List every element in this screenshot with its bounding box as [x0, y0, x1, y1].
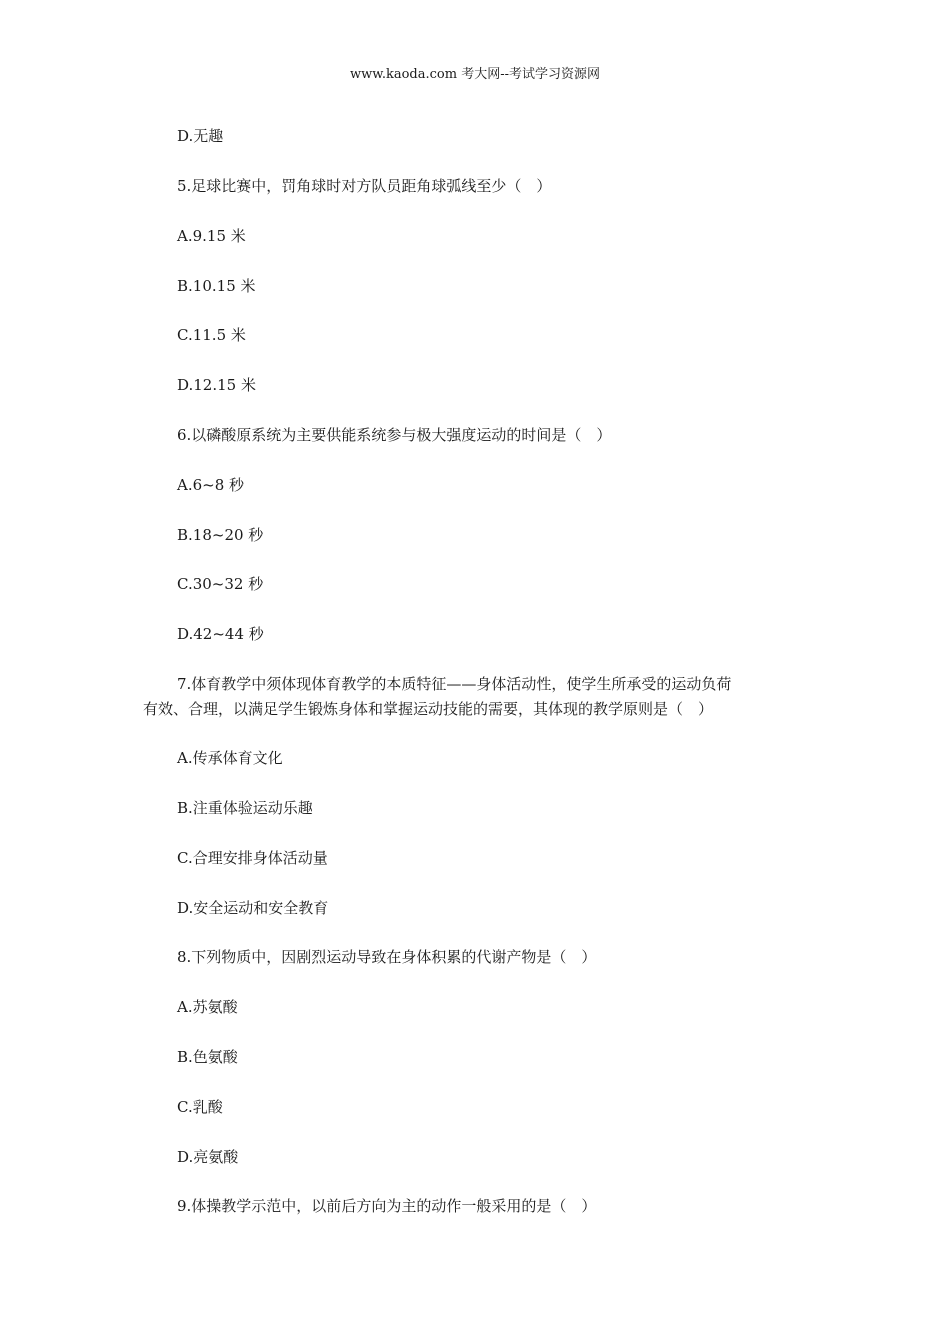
option-line: C.30~32 秒	[177, 575, 264, 593]
question-line: 5.足球比赛中，罚角球时对方队员距角球弧线至少（ ）	[177, 177, 552, 195]
option-line: D.亮氨酸	[177, 1148, 239, 1166]
question-line: 7.体育教学中须体现体育教学的本质特征——身体活动性，使学生所承受的运动负荷	[177, 675, 732, 693]
option-line: C.乳酸	[177, 1098, 223, 1116]
option-line: D.42~44 秒	[177, 625, 264, 643]
question-line: 8.下列物质中，因剧烈运动导致在身体积累的代谢产物是（ ）	[177, 948, 597, 966]
option-line: D.安全运动和安全教育	[177, 899, 329, 917]
option-line: A.苏氨酸	[177, 998, 238, 1016]
option-line: C.11.5 米	[177, 326, 246, 344]
option-line: A.传承体育文化	[177, 749, 283, 767]
question-line: 9.体操教学示范中，以前后方向为主的动作一般采用的是（ ）	[177, 1197, 597, 1215]
option-line: D.无趣	[177, 127, 224, 145]
option-line: B.色氨酸	[177, 1048, 238, 1066]
option-line: A.6~8 秒	[177, 476, 245, 494]
option-line: B.18~20 秒	[177, 526, 264, 544]
option-line: B.注重体验运动乐趣	[177, 799, 313, 817]
option-line: D.12.15 米	[177, 376, 256, 394]
option-line: C.合理安排身体活动量	[177, 849, 328, 867]
question-line: 6.以磷酸原系统为主要供能系统参与极大强度运动的时间是（ ）	[177, 426, 612, 444]
page-header: www.kaoda.com 考大网--考试学习资源网	[350, 67, 600, 82]
option-line: B.10.15 米	[177, 277, 256, 295]
option-line: A.9.15 米	[177, 227, 246, 245]
question-line-continued: 有效、合理，以满足学生锻炼身体和掌握运动技能的需要，其体现的教学原则是（ ）	[143, 700, 714, 718]
